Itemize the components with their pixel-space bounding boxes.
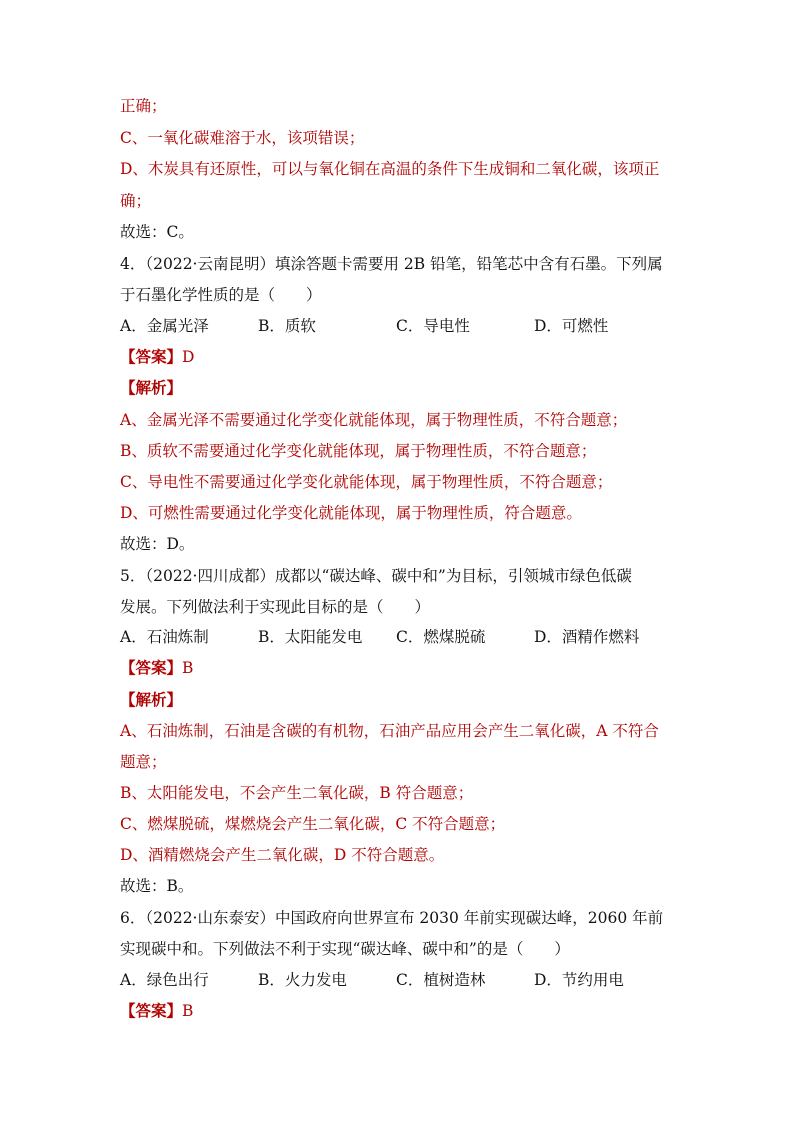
q4-option-c: C．导电性 <box>396 317 470 335</box>
prev-analysis-line: C、一氧化碳难溶于水，该项错误； <box>120 129 365 147</box>
analysis-tag: 【解析】 <box>120 690 183 709</box>
q4-option-b: B．质软 <box>258 317 316 335</box>
q6-option-c: C．植树造林 <box>396 971 486 989</box>
q6-answer <box>120 1001 680 1021</box>
q4-conclusion: 故选：D。 <box>120 535 195 553</box>
answer-tag: 【答案】 <box>120 658 183 677</box>
q4-analysis-line: D、可燃性需要通过化学变化就能体现，属于物理性质，符合题意。 <box>120 504 582 522</box>
answer-tag: 【答案】 <box>120 1001 183 1020</box>
q5-option-b: B．太阳能发电 <box>258 628 363 646</box>
q5-analysis-line: B、太阳能发电，不会产生二氧化碳，B 符合题意； <box>120 784 474 802</box>
q4-analysis-line: B、质软不需要通过化学变化就能体现，属于物理性质，不符合题意； <box>120 442 597 460</box>
q6-stem-line-2: 实现碳中和。下列做法不利于实现“碳达峰、碳中和”的是（ ） <box>120 940 570 958</box>
answer-value: B <box>182 659 194 677</box>
prev-analysis-line: D、木炭具有还原性，可以与氧化铜在高温的条件下生成铜和二氧化碳，该项正 <box>120 160 660 178</box>
q4-stem-line-1: 4．（2022·云南昆明）填涂答题卡需要用 2B 铅笔，铅笔芯中含有石墨。下列属 <box>120 255 663 273</box>
answer-value: B <box>182 1002 194 1020</box>
q6-option-a: A．绿色出行 <box>120 971 209 989</box>
q4-analysis-line: C、导电性不需要通过化学变化就能体现，属于物理性质，不符合题意； <box>120 473 613 491</box>
q5-options <box>120 627 680 647</box>
q4-option-d: D．可燃性 <box>534 317 609 335</box>
q4-answer <box>120 347 680 367</box>
q6-option-b: B．火力发电 <box>258 971 347 989</box>
answer-tag: 【答案】 <box>120 347 183 366</box>
q5-analysis-line: D、酒精燃烧会产生二氧化碳，D 不符合题意。 <box>120 846 445 864</box>
q4-analysis-header <box>120 378 680 398</box>
q5-analysis-header <box>120 690 680 710</box>
q5-analysis-line: 题意； <box>120 753 167 771</box>
q5-conclusion: 故选：B。 <box>120 877 194 895</box>
q4-stem-line-2: 于石墨化学性质的是（ ） <box>120 286 322 304</box>
answer-value: D <box>182 348 195 366</box>
prev-analysis-line: 确； <box>120 192 152 210</box>
q5-stem-line-1: 5．（2022·四川成都）成都以“碳达峰、碳中和”为目标，引领城市绿色低碳 <box>120 567 632 585</box>
q4-analysis-line: A、金属光泽不需要通过化学变化就能体现，属于物理性质，不符合题意； <box>120 411 628 429</box>
q5-stem-line-2: 发展。下列做法利于实现此目标的是（ ） <box>120 598 431 616</box>
q5-analysis-line: C、燃煤脱硫，煤燃烧会产生二氧化碳，C 不符合题意； <box>120 815 506 833</box>
q5-option-d: D．酒精作燃料 <box>534 628 640 646</box>
q4-options <box>120 316 680 336</box>
q6-stem-line-1: 6．（2022·山东泰安）中国政府向世界宣布 2030 年前实现碳达峰，2060 年前 <box>120 909 664 927</box>
analysis-tag: 【解析】 <box>120 378 183 397</box>
q5-analysis-line: A、石油炼制，石油是含碳的有机物，石油产品应用会产生二氧化碳，A 不符合 <box>120 722 659 740</box>
prev-conclusion: 故选：C。 <box>120 223 194 241</box>
q4-option-a: A．金属光泽 <box>120 317 209 335</box>
q6-option-d: D．节约用电 <box>534 971 624 989</box>
q6-options <box>120 970 680 990</box>
prev-analysis-line: 正确； <box>120 97 167 115</box>
q5-answer <box>120 658 680 678</box>
q5-option-a: A．石油炼制 <box>120 628 209 646</box>
q5-option-c: C．燃煤脱硫 <box>396 628 486 646</box>
